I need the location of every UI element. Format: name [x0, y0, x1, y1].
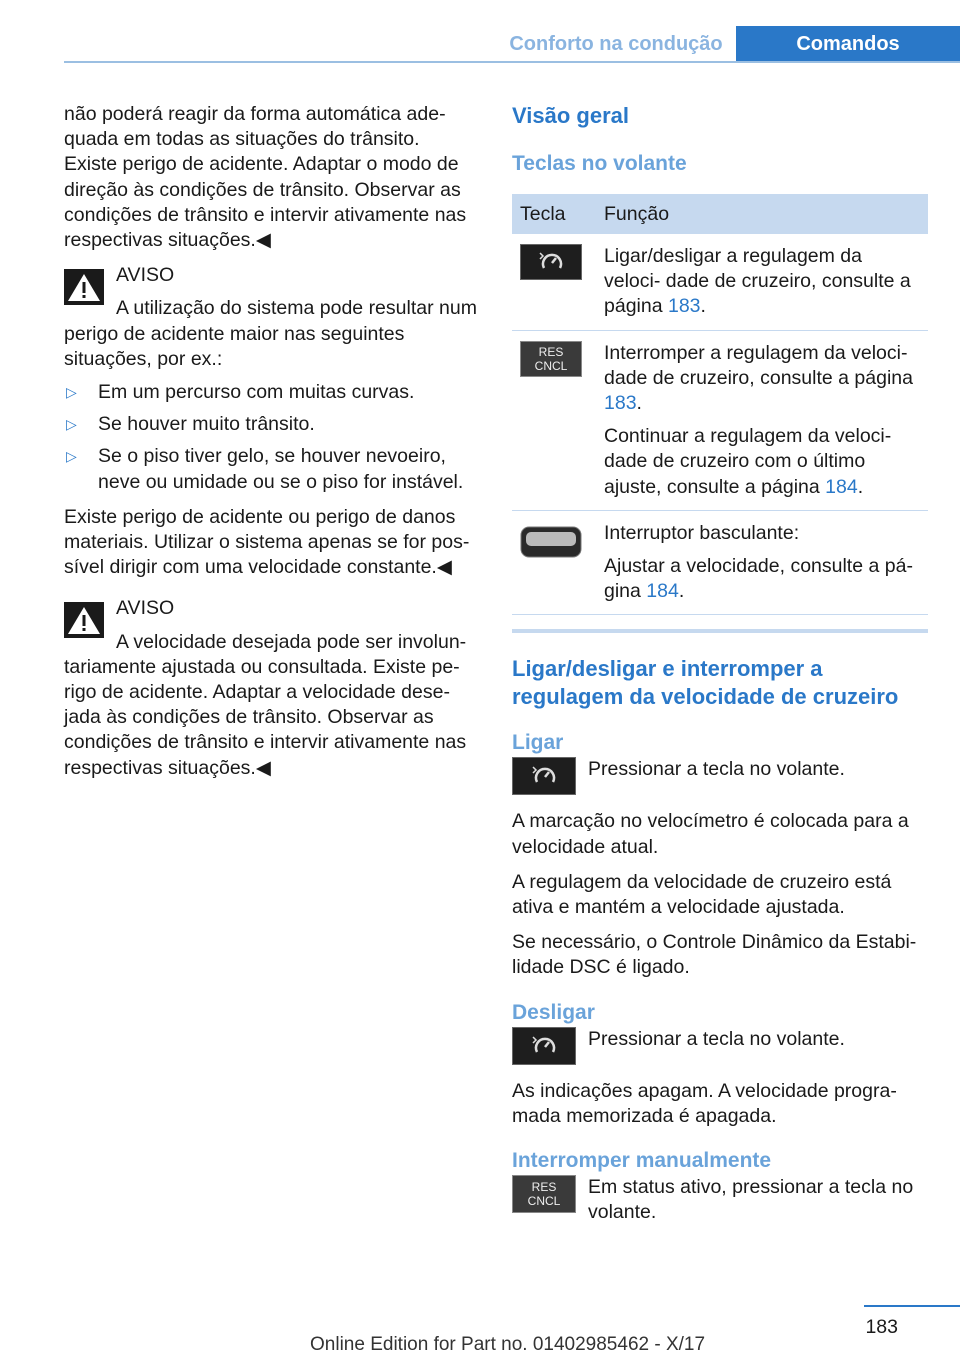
keys-table	[512, 194, 928, 615]
heading-steering-keys: Teclas no volante	[512, 152, 687, 175]
page-link[interactable]: 184	[825, 475, 858, 498]
function-text: Interromper a regulagem da veloci‐ dade de cruzeiro, consulte a página 183.	[604, 341, 913, 415]
cruise-control-key-icon	[512, 1027, 576, 1065]
warning-title: AVISO	[116, 264, 175, 287]
paragraph: As indicações apagam. A velocidade progra‐ mada memorizada é apagada.	[512, 1079, 897, 1127]
header-rule	[64, 61, 960, 63]
right-column	[512, 102, 928, 1225]
warning-block-2	[64, 596, 478, 780]
function-text: Ajustar a velocidade, consulte a pá‐ gina 184.	[604, 555, 913, 603]
page-number: 183	[865, 1316, 898, 1338]
list-item: ▷ Se o piso tiver gelo, se houver nevoeiro, neve ou umidade ou se o piso for instável.	[64, 444, 478, 494]
res-cncl-key-icon	[512, 1175, 576, 1213]
left-column	[64, 102, 478, 781]
intro-paragraph: não poderá reagir da forma automática ade‐ quada em todas as situações do trânsito. Existe perigo de acidente. Adaptar o modo de direção às condições de trânsito. Observar as condições de trânsito e intervir ativamente nas respectivas situações.◀	[64, 103, 467, 252]
warning-block-1	[64, 263, 478, 372]
warning-icon	[64, 602, 104, 638]
page-link[interactable]: 183	[667, 295, 701, 318]
paragraph: A regulagem da velocidade de cruzeiro está ativa e mantém a velocidade ajustada.	[512, 870, 892, 919]
situation-list	[64, 380, 478, 495]
cruise-control-key-icon	[520, 244, 582, 280]
footer-rule	[864, 1305, 960, 1307]
warning-body: A velocidade desejada pode ser involun‐ tariamente ajustada ou consultada. Existe pe‐ rigo de acidente. Adaptar a velocidade dese‐ jada às condições de trânsito. Observar as condições de trânsito e intervir ativamente nas respectivas situações.◀	[64, 630, 467, 779]
instruction-text: Pressionar a tecla no volante.	[588, 758, 845, 781]
table-row	[512, 510, 928, 615]
warning-body: A utilização do sistema pode resultar num perigo de acidente maior nas seguintes situações, por ex.:	[64, 297, 477, 370]
paragraph: A marcação no velocímetro é colocada para a velocidade atual.	[512, 810, 909, 858]
cruise-control-key-icon	[512, 757, 576, 795]
column-header-key: Tecla	[512, 194, 596, 234]
function-text: Continuar a regulagem da veloci‐ dade de cruzeiro com o último ajuste, consulte a página 184.	[604, 425, 892, 498]
instruction-text: Pressionar a tecla no volante.	[588, 1027, 845, 1050]
page-link[interactable]: 184	[646, 580, 679, 603]
list-item: ▷ Em um percurso com muitas curvas.	[64, 380, 478, 405]
rocker-switch-icon	[520, 521, 582, 563]
heading-on: Ligar	[512, 731, 564, 755]
warning-title: AVISO	[116, 597, 175, 620]
heading-onoff: Ligar/desligar e interromper a regulagem da velocidade de cruzeiro	[512, 656, 899, 710]
heading-overview: Visão geral	[512, 103, 629, 128]
key-label-cncl: CNCL	[534, 358, 568, 373]
edition-note: Online Edition for Part no. 01402985462 - X/17	[310, 1334, 706, 1355]
res-cncl-key-icon	[520, 341, 582, 377]
danger-paragraph: Existe perigo de acidente ou perigo de danos materiais. Utilizar o sistema apenas se for pos‐ sível dirigir com uma velocidade constante.◀	[64, 505, 470, 579]
paragraph: Se necessário, o Controle Dinâmico da Estabi‐ lidade DSC é ligado.	[512, 931, 917, 979]
heading-manual-interrupt: Interromper manualmente	[512, 1149, 772, 1173]
key-label-res: RES	[531, 1180, 557, 1195]
instruction-text: Em status ativo, pressionar a tecla no volante.	[588, 1176, 914, 1224]
list-item: ▷ Se houver muito trânsito.	[64, 412, 478, 437]
table-row	[512, 330, 928, 510]
key-label-cncl: CNCL	[527, 1194, 561, 1209]
function-text: Interruptor basculante:	[604, 521, 800, 544]
header-chapter-tab: Comandos	[736, 26, 960, 62]
table-end-rule	[512, 629, 928, 633]
table-row	[512, 234, 928, 330]
key-label-res: RES	[538, 344, 564, 359]
warning-icon	[64, 269, 104, 305]
page-link[interactable]: 183	[604, 392, 637, 415]
heading-off: Desligar	[512, 1000, 595, 1024]
column-header-function: Função	[596, 194, 928, 234]
function-text: Ligar/desligar a regulagem da veloci‐ dade de cruzeiro, consulte a página 183.	[604, 245, 911, 318]
header-section-title: Conforto na condução	[509, 33, 723, 55]
